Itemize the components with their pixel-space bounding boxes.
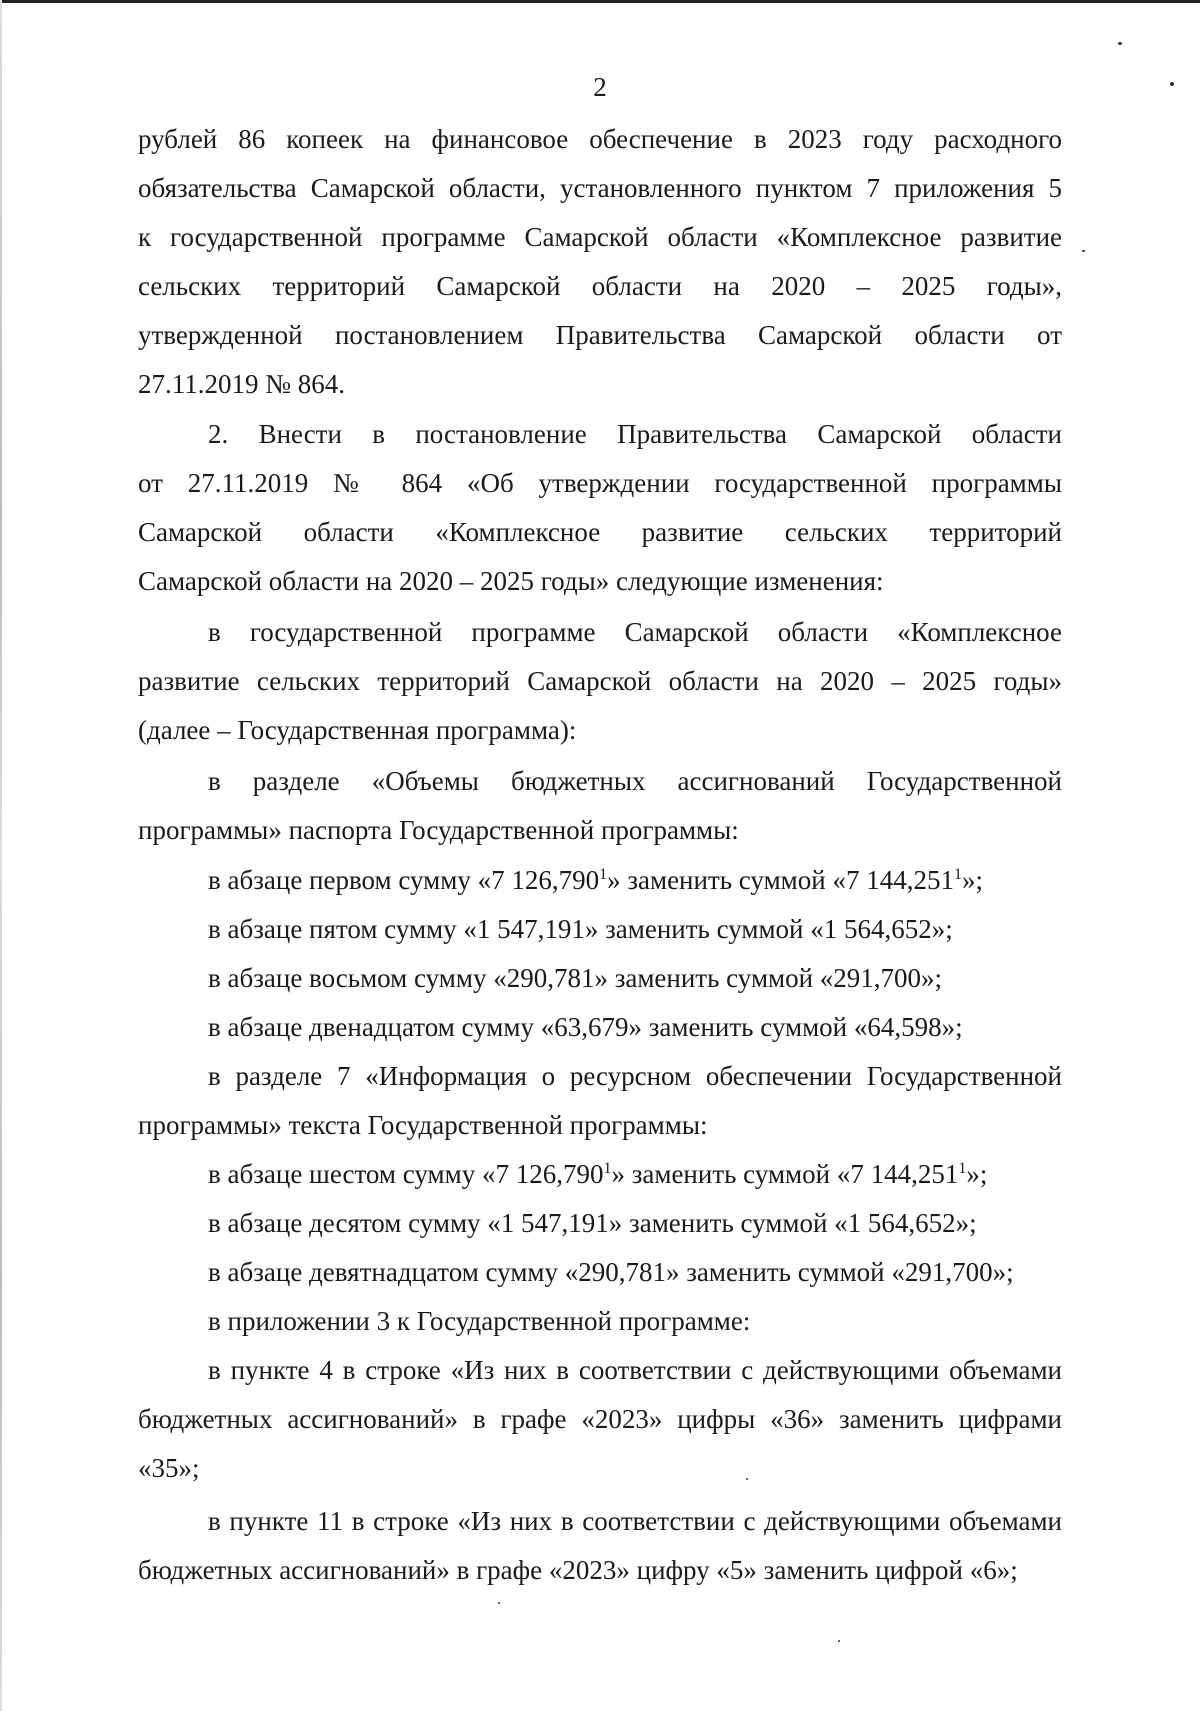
paragraph-continuation — [138, 115, 1062, 409]
text-line: бюджетных ассигнований» в графе «2023» цифры «36» заменить цифрами — [138, 1404, 1062, 1434]
text-line: в абзаце пятом сумму «1 547,191» заменить суммой «1 564,652»; — [208, 914, 953, 944]
text-fragment: » заменить суммой «7 144,251 — [611, 1159, 959, 1189]
text-line: «35»; — [138, 1453, 200, 1483]
text-line: в разделе 7 «Информация о ресурсном обеспечении Государственной — [208, 1061, 1062, 1091]
paragraph-program — [138, 608, 1062, 755]
text-fragment: в абзаце первом сумму «7 126,790 — [208, 865, 600, 895]
scan-left-edge — [0, 0, 2, 1711]
text-fragment: »; — [966, 1159, 988, 1189]
text-fragment: »; — [961, 865, 983, 895]
footnote-mark: 1 — [953, 866, 962, 883]
text-line: в разделе «Объемы бюджетных ассигнований Государственной — [208, 766, 1062, 796]
text-line: Самарской области «Комплексное развитие сельских территорий — [138, 517, 1062, 547]
text-fragment: в абзаце шестом сумму «7 126,790 — [208, 1159, 604, 1189]
text-line — [138, 1150, 1062, 1199]
scan-speck — [838, 1640, 840, 1642]
text-line: в абзаце десятом сумму «1 547,191» заменить суммой «1 564,652»; — [208, 1208, 977, 1238]
text-line: в государственной программе Самарской области «Комплексное — [208, 617, 1062, 647]
text-line: 27.11.2019 № 864. — [138, 369, 346, 399]
scan-speck — [1082, 250, 1085, 252]
text-line: в пункте 11 в строке «Из них в соответствии с действующими объемами — [208, 1506, 1062, 1536]
text-line: программы» текста Государственной программы: — [138, 1110, 708, 1140]
text-line: (далее – Государственная программа): — [138, 715, 577, 745]
text-line: в абзаце восьмом сумму «290,781» заменить суммой «291,700»; — [208, 963, 943, 993]
text-line — [138, 856, 1062, 905]
text-line: к государственной программе Самарской области «Комплексное развитие — [138, 222, 1062, 252]
text-line: бюджетных ассигнований» в графе «2023» цифру «5» заменить цифрой «6»; — [138, 1555, 1018, 1585]
scan-speck — [498, 1602, 500, 1604]
text-line: утвержденной постановлением Правительства Самарской области от — [138, 320, 1062, 350]
text-line: рублей 86 копеек на финансовое обеспечение в 2023 году расходного — [138, 124, 1062, 154]
text-line: в приложении 3 к Государственной программе: — [208, 1306, 751, 1336]
text-line: в пункте 4 в строке «Из них в соответствии с действующими объемами — [208, 1355, 1062, 1385]
scan-top-border — [0, 0, 1200, 3]
text-line: развитие сельских территорий Самарской области на 2020 – 2025 годы» — [138, 666, 1062, 696]
paragraph-point-4 — [138, 1346, 1062, 1493]
text-line: программы» паспорта Государственной программы: — [138, 815, 739, 845]
text-fragment: » заменить суммой «7 144,251 — [607, 865, 954, 895]
paragraph-amendments-1 — [138, 856, 1062, 1052]
text-line: 2. Внести в постановление Правительства Самарской области — [208, 419, 1062, 449]
text-line: в абзаце девятнадцатом сумму «290,781» заменить суммой «291,700»; — [208, 1257, 1014, 1287]
text-line: Самарской области на 2020 – 2025 годы» следующие изменения: — [138, 566, 884, 596]
paragraph-item-2 — [138, 410, 1062, 606]
paragraph-amendments-2 — [138, 1150, 1062, 1346]
text-line: обязательства Самарской области, установленного пунктом 7 приложения 5 — [138, 173, 1062, 203]
text-line: от 27.11.2019 № 864 «Об утверждении государственной программы — [138, 468, 1062, 498]
footnote-mark: 1 — [603, 1160, 612, 1177]
scan-speck — [1118, 42, 1122, 45]
text-line: в абзаце двенадцатом сумму «63,679» заменить суммой «64,598»; — [208, 1012, 963, 1042]
footnote-mark: 1 — [599, 866, 608, 883]
paragraph-budget-section — [138, 757, 1062, 855]
paragraph-section-7 — [138, 1052, 1062, 1150]
footnote-mark: 1 — [958, 1160, 967, 1177]
page-number: 2 — [593, 72, 607, 102]
paragraph-point-11 — [138, 1497, 1062, 1595]
text-line: сельских территорий Самарской области на 2020 – 2025 годы», — [138, 271, 1062, 301]
